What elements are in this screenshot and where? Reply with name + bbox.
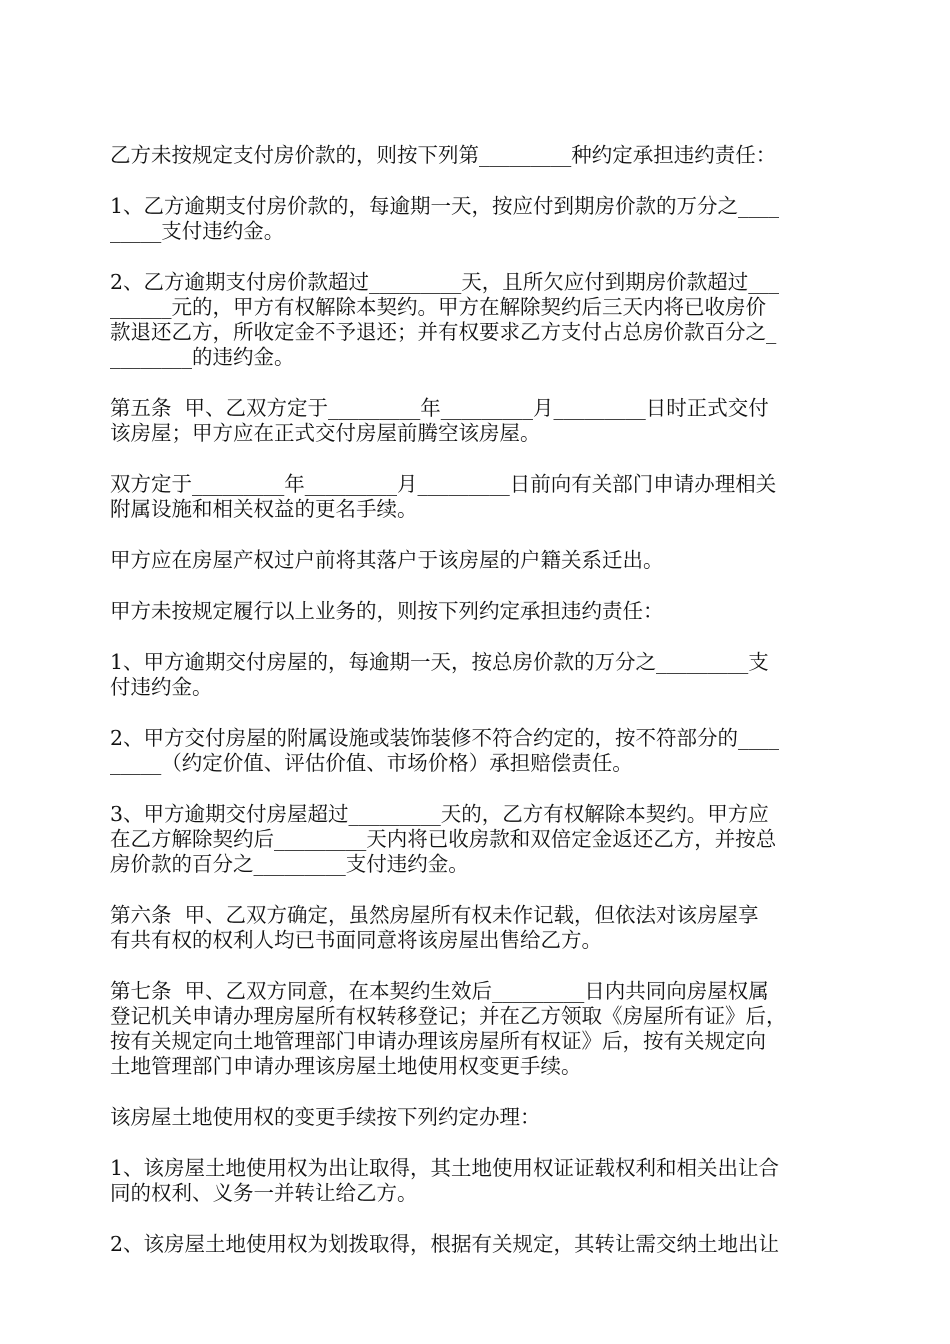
text-line: 按有关规定向土地管理部门申请办理该房屋所有权证》后，按有关规定向 <box>110 1029 766 1053</box>
text-line: 同的权利、义务一并转让给乙方。 <box>110 1181 418 1205</box>
text-line: 该房屋土地使用权的变更手续按下列约定办理： <box>110 1105 541 1129</box>
text-line: 款退还乙方，所收定金不予退还；并有权要求乙方支付占总房价款百分之_ <box>110 320 777 344</box>
paragraph <box>110 726 842 776</box>
paragraph <box>110 396 842 446</box>
text-line: _____（约定价值、评估价值、市场价格）承担赔偿责任。 <box>110 751 633 775</box>
text-line: 登记机关申请办理房屋所有权转移登记；并在乙方领取《房屋所有证》后， <box>110 1004 787 1028</box>
text-line: 2、该房屋土地使用权为划拨取得，根据有关规定，其转让需交纳土地出让 <box>110 1232 780 1256</box>
text-line: ______元的，甲方有权解除本契约。甲方在解除契约后三天内将已收房价 <box>110 295 766 319</box>
paragraph <box>110 548 842 573</box>
text-line: _____支付违约金。 <box>110 219 285 243</box>
text-line: 付违约金。 <box>110 675 213 699</box>
text-line: 2、甲方交付房屋的附属设施或装饰装修不符合约定的，按不符部分的____ <box>110 726 780 750</box>
text-line: 第五条 甲、乙双方定于_________年_________月_________日时正式交付 <box>110 396 769 420</box>
text-line: 甲方应在房屋产权过户前将其落户于该房屋的户籍关系迁出。 <box>110 548 664 572</box>
text-line: 双方定于_________年_________月_________日前向有关部门申请办理相关 <box>110 472 777 496</box>
text-line: 1、乙方逾期支付房价款的，每逾期一天，按应付到期房价款的万分之____ <box>110 194 780 218</box>
text-line: 1、甲方逾期交付房屋的，每逾期一天，按总房价款的万分之_________支 <box>110 650 769 674</box>
paragraph <box>110 650 842 700</box>
text-line: 附属设施和相关权益的更名手续。 <box>110 497 418 521</box>
document-body <box>110 143 842 1283</box>
paragraph <box>110 143 842 168</box>
text-line: 3、甲方逾期交付房屋超过_________天的，乙方有权解除本契约。甲方应 <box>110 802 769 826</box>
text-line: 2、乙方逾期支付房价款超过_________天，且所欠应付到期房价款超过___ <box>110 270 780 294</box>
text-line: 土地管理部门申请办理该房屋土地使用权变更手续。 <box>110 1054 582 1078</box>
text-line: 在乙方解除契约后_________天内将已收房款和双倍定金返还乙方，并按总 <box>110 827 777 851</box>
text-line: 1、该房屋土地使用权为出让取得，其土地使用权证证载权利和相关出让合 <box>110 1156 780 1180</box>
paragraph <box>110 270 842 370</box>
paragraph <box>110 1156 842 1206</box>
text-line: 甲方未按规定履行以上业务的，则按下列约定承担违约责任： <box>110 599 664 623</box>
text-line: 第七条 甲、乙双方同意，在本契约生效后_________日内共同向房屋权属 <box>110 979 769 1003</box>
paragraph <box>110 802 842 877</box>
paragraph <box>110 194 842 244</box>
paragraph <box>110 1232 842 1257</box>
text-line: 房价款的百分之_________支付违约金。 <box>110 852 469 876</box>
paragraph <box>110 979 842 1079</box>
text-line: 该房屋；甲方应在正式交付房屋前腾空该房屋。 <box>110 421 541 445</box>
text-line: 有共有权的权利人均已书面同意将该房屋出售给乙方。 <box>110 928 602 952</box>
text-line: 乙方未按规定支付房价款的，则按下列第_________种约定承担违约责任： <box>110 143 777 167</box>
text-line: ________的违约金。 <box>110 345 295 369</box>
paragraph <box>110 1105 842 1130</box>
paragraph <box>110 472 842 522</box>
text-line: 第六条 甲、乙双方确定，虽然房屋所有权未作记载，但依法对该房屋享 <box>110 903 759 927</box>
paragraph <box>110 599 842 624</box>
paragraph <box>110 903 842 953</box>
